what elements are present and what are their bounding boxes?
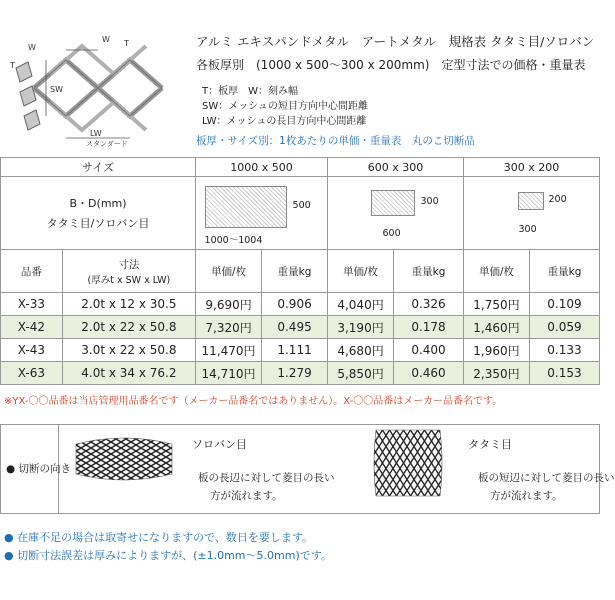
bd-label: B・D(mm) <box>69 197 127 210</box>
row-price-2: 4,680円 <box>328 339 394 362</box>
legend-line-1: T：板厚 W：刻み幅 <box>202 86 298 97</box>
soroban-title: ソロバン目 <box>192 438 247 451</box>
row-code: X-42 <box>1 316 63 339</box>
row-weight-1: 0.906 <box>262 293 328 316</box>
size-2-header: 600 x 300 <box>328 158 464 177</box>
row-weight-2: 0.178 <box>394 316 464 339</box>
tolerance-note: ● 切断寸法誤差は厚みによりますが、(±1.0mm〜5.0mm)です。 <box>4 549 332 562</box>
row-dim: 2.0t x 12 x 30.5 <box>62 293 195 316</box>
size-3-dim-w: 300 <box>518 224 537 235</box>
table-row <box>1 339 600 362</box>
row-price-1: 7,320円 <box>196 316 262 339</box>
expanded-metal-diagram <box>6 28 186 148</box>
row-weight-1: 1.279 <box>262 362 328 385</box>
soroban-mesh-image <box>76 436 172 482</box>
row-code: X-63 <box>1 362 63 385</box>
row-weight-3: 0.133 <box>529 339 599 362</box>
side-profile <box>16 62 40 130</box>
row-dim: 4.0t x 34 x 76.2 <box>62 362 195 385</box>
size-3-dim-h: 200 <box>548 194 567 205</box>
legend-line-2: SW：メッシュの短目方向中心間距離 <box>202 101 369 112</box>
label-sw: SW <box>50 85 63 94</box>
sheet-300x200 <box>518 192 544 210</box>
row-price-2: 5,850円 <box>328 362 394 385</box>
soroban-desc-1: 板の長辺に対して菱目の長い <box>198 472 335 484</box>
table-row <box>1 362 600 385</box>
row-weight-2: 0.400 <box>394 339 464 362</box>
tatami-mesh-image <box>372 430 444 496</box>
row-dim: 3.0t x 22 x 50.8 <box>62 339 195 362</box>
size-header: サイズ <box>1 158 196 177</box>
size-3-illustration <box>463 177 599 250</box>
sheet-1000x500 <box>205 186 287 228</box>
size-3-header: 300 x 200 <box>463 158 599 177</box>
col-weight-2: 重量kg <box>394 250 464 293</box>
row-price-3: 2,350円 <box>463 362 529 385</box>
label-w: W <box>28 43 36 52</box>
col-dim-label: 寸法 <box>118 258 140 271</box>
tatami-title: タタミ目 <box>468 438 512 451</box>
col-code: 品番 <box>1 250 63 293</box>
table-row <box>1 293 600 316</box>
size-2-illustration <box>328 177 464 250</box>
page-title: アルミ エキスパンドメタル アートメタル 規格表 タタミ目/ソロバン <box>196 34 595 49</box>
col-price-2: 単価/枚 <box>328 250 394 293</box>
row-code: X-43 <box>1 339 63 362</box>
row-code: X-33 <box>1 293 63 316</box>
row-weight-2: 0.326 <box>394 293 464 316</box>
product-code-note: ※YX-〇〇品番は当店管理用品番名です（メーカー品番名ではありません）。X-〇〇品番はメーカー品番名です。 <box>4 396 503 407</box>
label-w-top: W <box>102 35 110 44</box>
table-row <box>1 316 600 339</box>
col-price-1: 単価/枚 <box>196 250 262 293</box>
row-weight-3: 0.153 <box>529 362 599 385</box>
soroban-desc-2: 方が流れます。 <box>210 490 283 502</box>
row-price-3: 1,750円 <box>463 293 529 316</box>
row-price-3: 1,460円 <box>463 316 529 339</box>
page-subtitle: 各板厚別 (1000 x 500〜300 x 200mm) 定型寸法での価格・重量表 <box>196 58 586 72</box>
row-price-2: 3,190円 <box>328 316 394 339</box>
row-weight-1: 1.111 <box>262 339 328 362</box>
tatami-desc-1: 板の短辺に対して菱目の長い <box>478 472 615 484</box>
row-weight-2: 0.460 <box>394 362 464 385</box>
row-weight-1: 0.495 <box>262 316 328 339</box>
bd-cell <box>1 177 196 250</box>
row-dim: 2.0t x 22 x 50.8 <box>62 316 195 339</box>
stock-note: ● 在庫不足の場合は取寄せになりますので、数日を要します。 <box>4 531 313 544</box>
col-dim-sub: (厚みt x SW x LW) <box>87 274 171 286</box>
tatami-desc-2: 方が流れます。 <box>490 490 563 502</box>
table-note: 板厚・サイズ別：1枚あたりの単価・重量表 丸のこ切断品 <box>196 135 475 147</box>
size-1-illustration <box>196 177 328 250</box>
pattern-label: タタミ目/ソロバン目 <box>46 217 150 230</box>
cutting-direction-label: ● 切断の向き <box>6 463 71 475</box>
sheet-600x300 <box>371 190 415 216</box>
size-1-header: 1000 x 500 <box>196 158 328 177</box>
spec-table <box>0 157 600 385</box>
col-price-3: 単価/枚 <box>463 250 529 293</box>
row-price-1: 14,710円 <box>196 362 262 385</box>
label-lw: LW <box>90 129 102 138</box>
label-t-left: T <box>10 61 15 70</box>
diagram-caption: スタンダード <box>86 140 128 148</box>
size-1-dim-h: 500 <box>292 200 311 211</box>
row-price-1: 9,690円 <box>196 293 262 316</box>
col-weight-3: 重量kg <box>529 250 599 293</box>
size-2-dim-w: 600 <box>382 228 401 239</box>
row-price-3: 1,960円 <box>463 339 529 362</box>
label-t: T <box>124 39 129 48</box>
size-1-dim-w: 1000〜1004 <box>204 235 263 246</box>
size-2-dim-h: 300 <box>420 196 439 207</box>
col-dim <box>62 250 195 293</box>
col-weight-1: 重量kg <box>262 250 328 293</box>
legend-line-3: LW：メッシュの長目方向中心間距離 <box>202 116 367 127</box>
row-price-2: 4,040円 <box>328 293 394 316</box>
row-weight-3: 0.059 <box>529 316 599 339</box>
row-price-1: 11,470円 <box>196 339 262 362</box>
row-weight-3: 0.109 <box>529 293 599 316</box>
